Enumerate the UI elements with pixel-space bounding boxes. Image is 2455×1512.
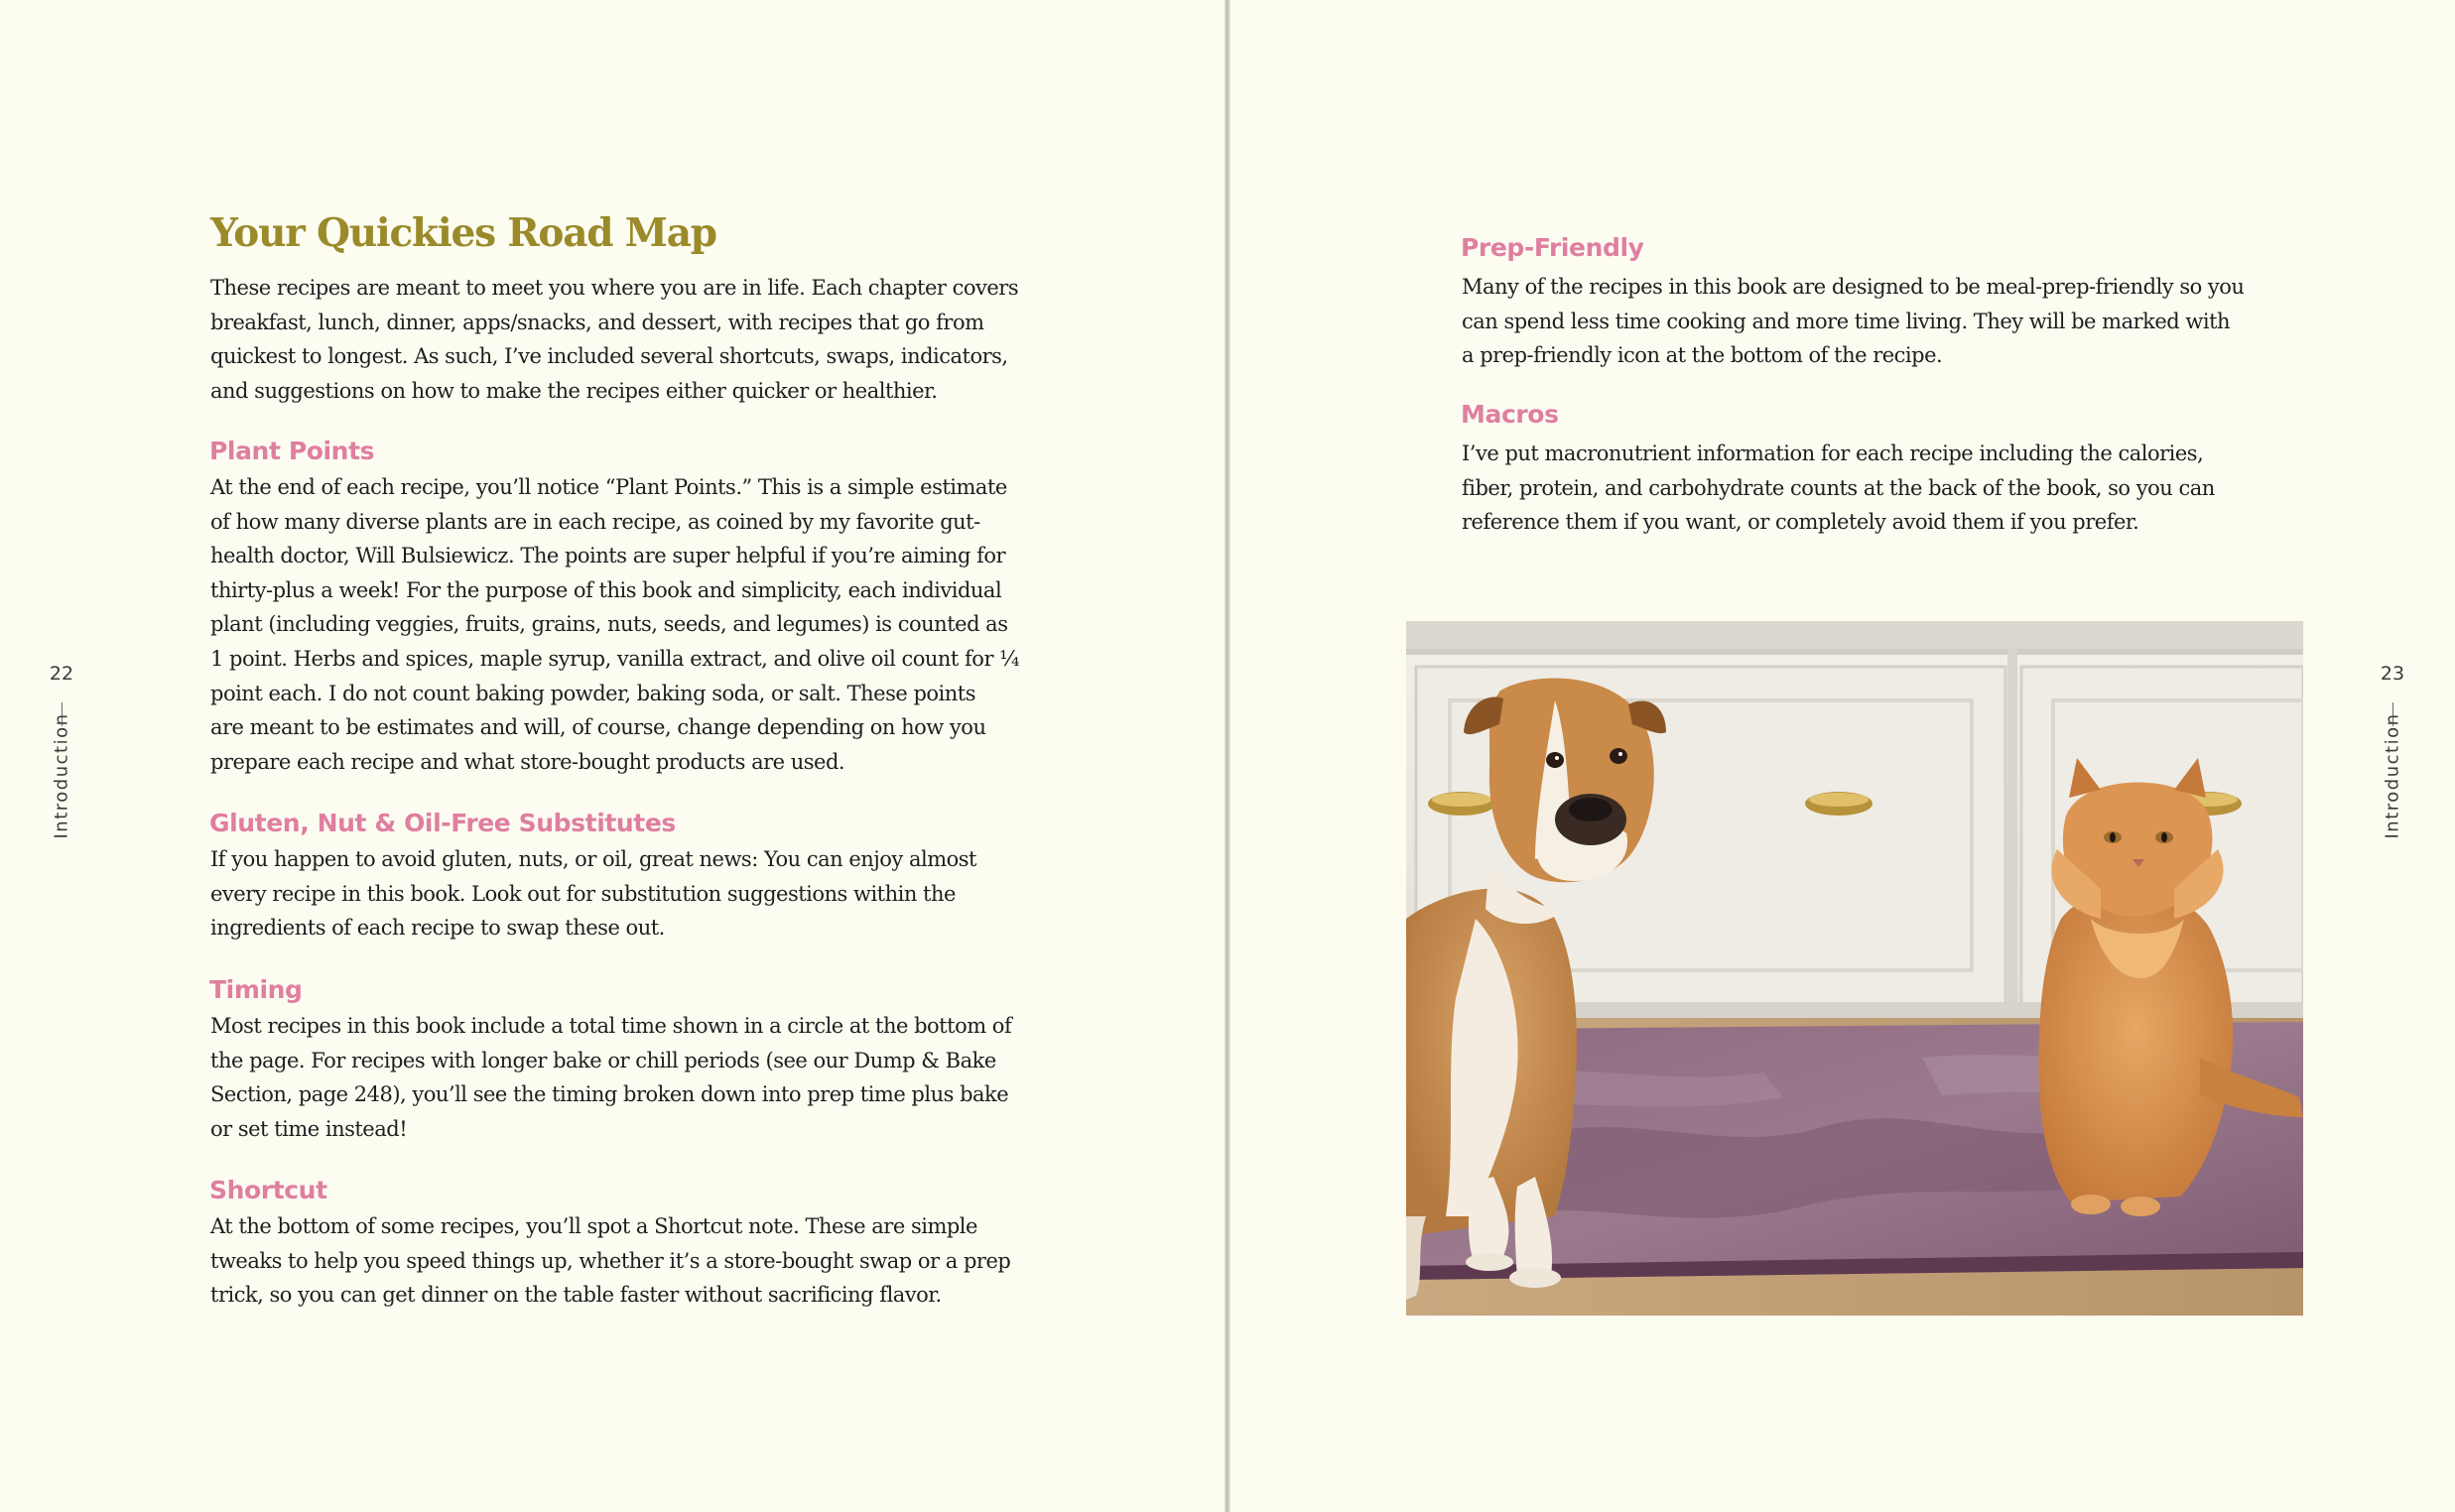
- timing-line: Section, page 248), you’ll see the timing broken down into prep time plus bake: [210, 1082, 1009, 1107]
- substitutes-line: ingredients of each recipe to swap these out.: [210, 916, 665, 941]
- page-number-right: 23: [2380, 663, 2405, 685]
- prep-friendly-line: a prep-friendly icon at the bottom of the recipe.: [1462, 343, 1943, 368]
- intro-line: breakfast, lunch, dinner, apps/snacks, and dessert, with recipes that go from: [210, 310, 984, 334]
- intro-line: quickest to longest. As such, I’ve included several shortcuts, swaps, indicators,: [210, 344, 1008, 369]
- plant-points-heading: Plant Points: [209, 437, 375, 465]
- intro-line: These recipes are meant to meet you where you are in life. Each chapter covers: [210, 276, 1019, 300]
- substitutes-line: every recipe in this book. Look out for substitution suggestions within the: [210, 881, 956, 906]
- plant-points-paragraph: [210, 470, 1019, 779]
- shortcut-line: trick, so you can get dinner on the table faster without sacrificing flavor.: [210, 1283, 942, 1308]
- plant-points-line: plant (including veggies, fruits, grains, nuts, seeds, and legumes) is counted as: [210, 612, 1008, 637]
- plant-points-line: health doctor, Will Bulsiewicz. The points are super helpful if you’re aiming for: [210, 544, 1006, 568]
- plant-points-line: are meant to be estimates and will, of course, change depending on how you: [210, 715, 986, 740]
- timing-line: Most recipes in this book include a total time shown in a circle at the bottom of: [210, 1014, 1012, 1038]
- plant-points-line: of how many diverse plants are in each recipe, as coined by my favorite gut-: [210, 509, 980, 534]
- running-head-left: Introduction: [51, 712, 72, 839]
- macros-heading: Macros: [1461, 400, 1559, 429]
- plant-points-line: point each. I do not count baking powder, baking soda, or salt. These points: [210, 681, 975, 705]
- plant-points-line: 1 point. Herbs and spices, maple syrup, vanilla extract, and olive oil count for ¼: [210, 646, 1020, 671]
- shortcut-heading: Shortcut: [209, 1176, 327, 1204]
- shortcut-paragraph: [210, 1209, 1010, 1313]
- prep-friendly-paragraph: [1462, 270, 2244, 373]
- timing-line: or set time instead!: [210, 1116, 408, 1141]
- substitutes-heading: Gluten, Nut & Oil-Free Substitutes: [209, 809, 676, 837]
- shortcut-line: At the bottom of some recipes, you’ll spot a Shortcut note. These are simple: [210, 1214, 977, 1238]
- plant-points-line: prepare each recipe and what store-bought products are used.: [210, 749, 845, 774]
- macros-line: fiber, protein, and carbohydrate counts at the back of the book, so you can: [1462, 475, 2215, 500]
- macros-paragraph: [1462, 437, 2215, 540]
- page-title: Your Quickies Road Map: [210, 210, 716, 256]
- dog-and-cat-photo: [1406, 621, 2303, 1316]
- prep-friendly-line: can spend less time cooking and more time living. They will be marked with: [1462, 309, 2231, 333]
- plant-points-line: thirty-plus a week! For the purpose of this book and simplicity, each individual: [210, 577, 1002, 602]
- page-number-left: 22: [49, 663, 74, 685]
- running-head-right: Introduction: [2382, 712, 2403, 839]
- macros-line: I’ve put macronutrient information for each recipe including the calories,: [1462, 441, 2204, 465]
- prep-friendly-line: Many of the recipes in this book are designed to be meal-prep-friendly so you: [1462, 275, 2245, 299]
- intro-paragraph: [210, 271, 1018, 408]
- shortcut-line: tweaks to help you speed things up, whether it’s a store-bought swap or a prep: [210, 1248, 1011, 1273]
- intro-line: and suggestions on how to make the recipes either quicker or healthier.: [210, 378, 938, 403]
- left-page: [0, 0, 1227, 1512]
- timing-paragraph: [210, 1009, 1011, 1146]
- plant-points-line: At the end of each recipe, you’ll notice “Plant Points.” This is a simple estimate: [210, 475, 1007, 499]
- prep-friendly-heading: Prep-Friendly: [1461, 233, 1644, 262]
- macros-line: reference them if you want, or completely avoid them if you prefer.: [1462, 510, 2139, 535]
- timing-line: the page. For recipes with longer bake or chill periods (see our Dump & Bake: [210, 1048, 996, 1072]
- timing-heading: Timing: [209, 975, 303, 1004]
- substitutes-line: If you happen to avoid gluten, nuts, or oil, great news: You can enjoy almost: [210, 847, 976, 871]
- substitutes-paragraph: [210, 842, 976, 945]
